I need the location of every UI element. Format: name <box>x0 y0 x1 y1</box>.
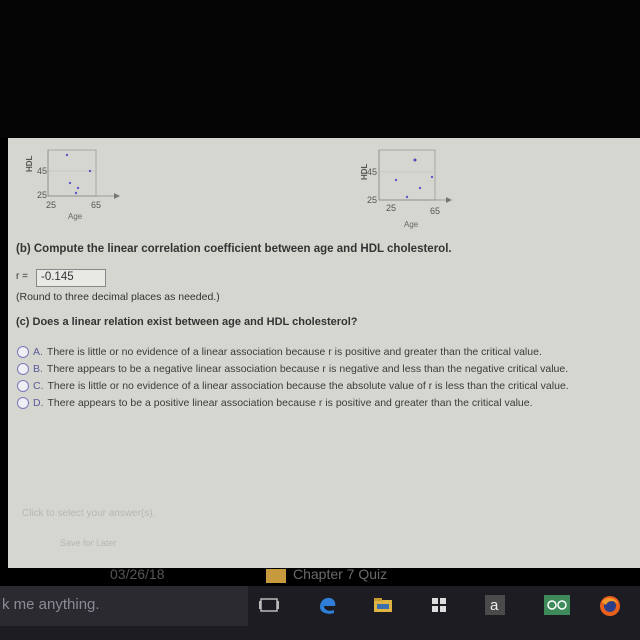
radio-a[interactable] <box>17 346 29 358</box>
radio-c[interactable] <box>17 380 29 392</box>
radio-d[interactable] <box>17 397 29 409</box>
option-text-c: There is little or no evidence of a linear association because the absolute value of r is less than the critical value. <box>47 380 569 392</box>
edge-icon-svg <box>316 594 338 616</box>
option-letter-c: C. <box>33 380 44 392</box>
rounding-note: (Round to three decimal places as needed.) <box>16 291 220 303</box>
firefox-icon-svg <box>598 594 622 618</box>
edge-browser-icon[interactable] <box>316 594 338 616</box>
right-x-axis-label: Age <box>404 220 419 229</box>
left-x-tick-65: 65 <box>91 200 102 210</box>
left-data-point <box>69 182 71 184</box>
left-x-tick-25: 25 <box>46 200 57 210</box>
left-data-point <box>77 187 79 189</box>
r-answer-box[interactable] <box>36 269 106 287</box>
store-icon-svg <box>428 594 450 616</box>
right-data-point <box>395 179 397 181</box>
task-view-icon-svg <box>258 594 280 616</box>
answer-option-a[interactable] <box>17 346 542 360</box>
answer-option-b[interactable] <box>17 363 568 377</box>
right-y-tick-45: 45 <box>367 167 378 177</box>
left-plot-frame <box>48 150 96 196</box>
right-y-tick-25: 25 <box>367 195 378 205</box>
left-y-axis-label: HDL <box>25 155 34 172</box>
amazon-icon-svg <box>484 594 506 616</box>
left-scatter-plot <box>25 150 126 221</box>
save-for-later-button[interactable]: Save for Later <box>60 538 117 548</box>
part-b-question: (b) Compute the linear correlation coefficient between age and HDL cholesterol. <box>16 243 452 255</box>
quiz-tab-text: Chapter 7 Quiz <box>293 566 388 582</box>
right-data-point <box>406 196 408 198</box>
right-data-point <box>419 187 421 189</box>
right-x-tick-25: 25 <box>386 203 397 213</box>
tripadvisor-icon-svg <box>544 594 570 616</box>
left-x-axis-label: Age <box>68 212 83 221</box>
cortana-search-placeholder: k me anything. <box>2 596 100 613</box>
date-text: 03/26/18 <box>110 566 165 582</box>
answer-option-c[interactable] <box>17 380 569 394</box>
amazon-icon[interactable] <box>484 594 506 616</box>
left-data-point <box>66 154 68 156</box>
radio-b[interactable] <box>17 363 29 375</box>
right-x-tick-65: 65 <box>430 206 441 216</box>
r-label: r = <box>16 271 28 282</box>
right-data-point <box>414 159 417 162</box>
right-plot-frame <box>379 150 435 200</box>
right-x-axis-arrow <box>446 197 452 203</box>
option-letter-a: A. <box>33 346 43 358</box>
answer-option-d[interactable] <box>17 397 533 411</box>
option-text-d: There appears to be a positive linear association because r is positive and greater than the critical value. <box>47 397 533 409</box>
option-text-a: There is little or no evidence of a linear association because r is positive and greater than the critical value. <box>46 346 542 358</box>
left-y-tick-45: 45 <box>37 166 48 176</box>
svg-text:a: a <box>490 597 499 614</box>
tripadvisor-icon[interactable] <box>544 594 566 616</box>
r-answer-value: -0.145 <box>41 271 74 283</box>
left-data-point <box>89 170 91 172</box>
left-x-axis-arrow <box>114 193 120 199</box>
option-letter-b: B. <box>33 363 43 375</box>
left-data-point <box>75 192 77 194</box>
left-y-tick-25: 25 <box>37 190 48 200</box>
file-explorer-icon[interactable] <box>372 594 394 616</box>
right-data-point <box>431 176 433 178</box>
store-icon[interactable] <box>428 594 450 616</box>
firefox-icon[interactable] <box>598 594 620 616</box>
task-view-icon[interactable] <box>258 594 280 616</box>
part-c-question: (c) Does a linear relation exist between age and HDL cholesterol? <box>16 316 358 328</box>
quiz-tab-label[interactable] <box>265 566 387 582</box>
monitor-bezel-top <box>0 0 640 138</box>
right-scatter-svg <box>362 150 462 230</box>
option-letter-d: D. <box>33 397 44 409</box>
right-scatter-plot <box>362 150 462 230</box>
select-answer-hint: Click to select your answer(s). <box>22 508 156 519</box>
option-text-b: There appears to be a negative linear association because r is negative and less than the negative critical value. <box>46 363 569 375</box>
right-y-axis-label: HDL <box>360 163 369 180</box>
file-explorer-icon-svg <box>372 594 394 616</box>
